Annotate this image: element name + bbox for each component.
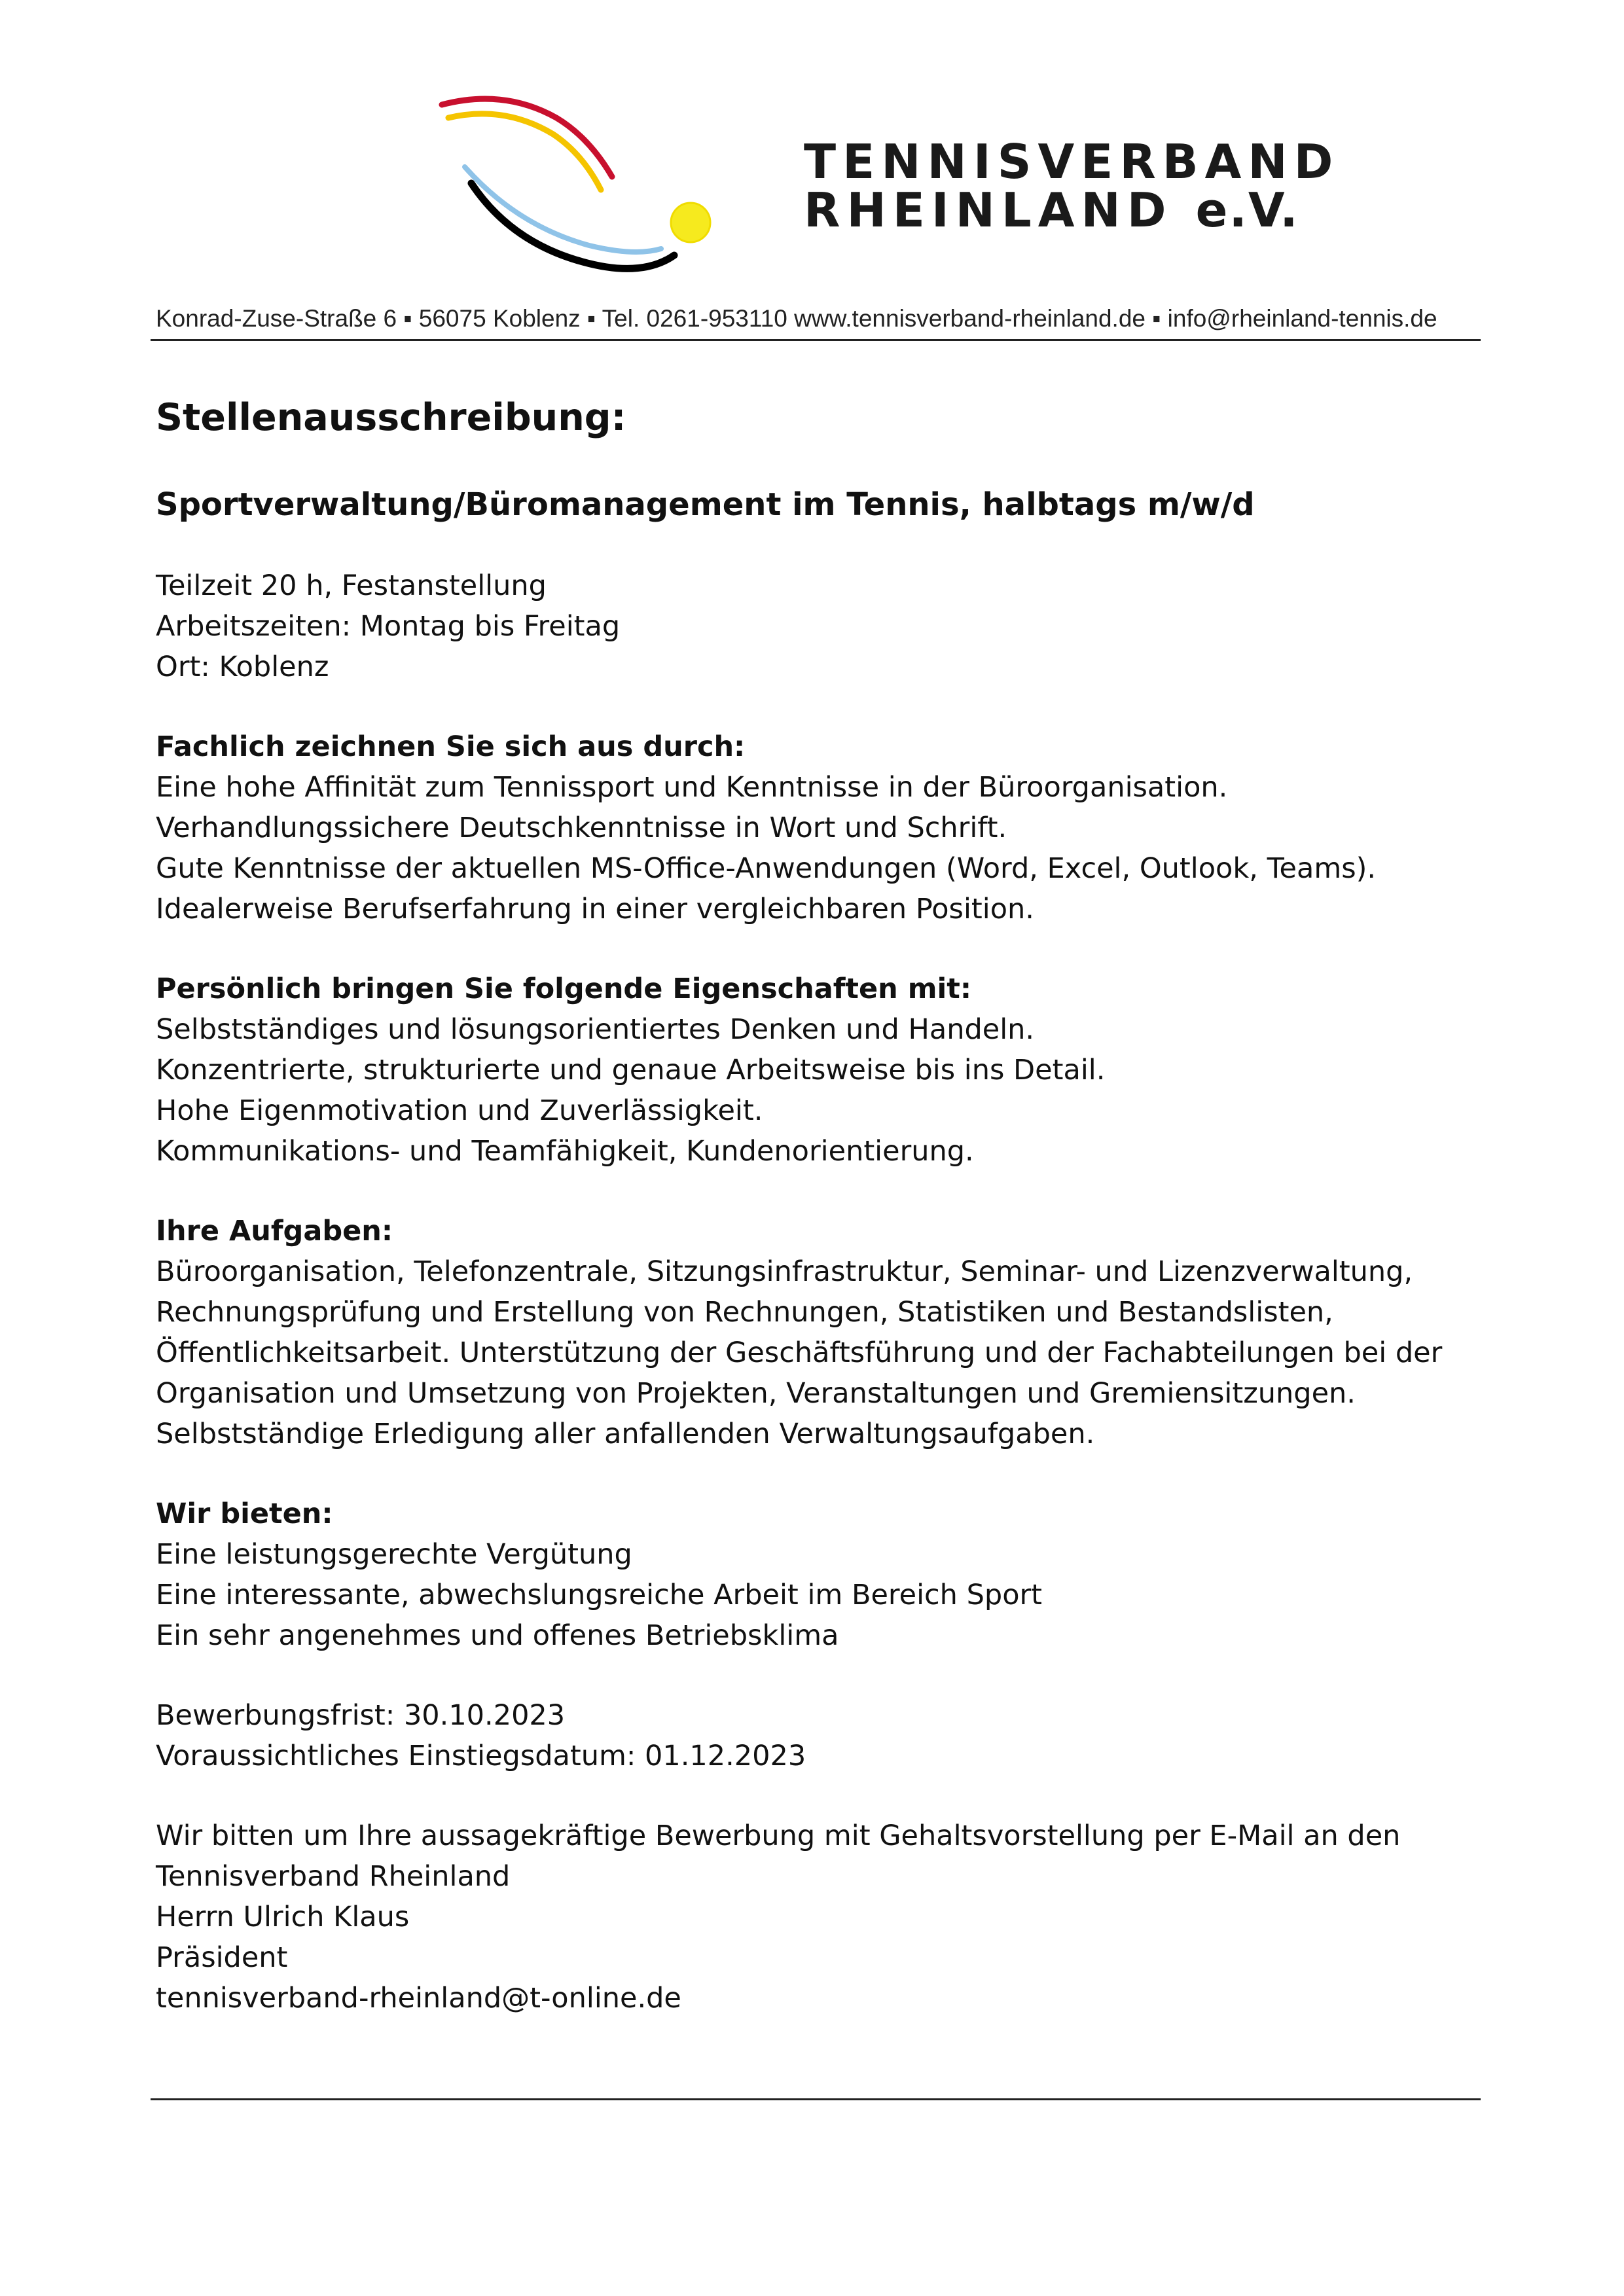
section-line: Verhandlungssichere Deutschkenntnisse in Wort und Schrift. bbox=[156, 812, 1007, 844]
document-body bbox=[156, 391, 1478, 2018]
org-name-rheinland: RHEINLAND bbox=[804, 183, 1173, 238]
section-line: Organisation und Umsetzung von Projekten, Veranstaltungen und Gremiensitzungen. bbox=[156, 1377, 1356, 1410]
section-line: Eine hohe Affinität zum Tennissport und Kenntnisse in der Büroorganisation. bbox=[156, 771, 1228, 804]
section-personal bbox=[156, 969, 1478, 1172]
contact-block bbox=[156, 1816, 1478, 2018]
contact-line: Tennisverband Rheinland bbox=[156, 1860, 511, 1893]
tennis-ball-icon bbox=[671, 203, 710, 242]
detail-line: Ort: Koblenz bbox=[156, 651, 329, 683]
section-line: Hohe Eigenmotivation und Zuverlässigkeit. bbox=[156, 1094, 763, 1127]
section-line: Öffentlichkeitsarbeit. Unterstützung der Geschäftsführung und der Fachabteilungen bei der bbox=[156, 1336, 1443, 1369]
contact-line: Wir bitten um Ihre aussagekräftige Bewerbung mit Gehaltsvorstellung per E-Mail an den bbox=[156, 1820, 1401, 1852]
logo-yellow-swoosh bbox=[448, 114, 601, 190]
section-line: Ein sehr angenehmes und offenes Betriebsklima bbox=[156, 1619, 839, 1652]
section-line: Büroorganisation, Telefonzentrale, Sitzungsinfrastruktur, Seminar- und Lizenzverwaltung, bbox=[156, 1255, 1413, 1288]
start-date: Voraussichtliches Einstiegsdatum: 01.12.2023 bbox=[156, 1740, 806, 1772]
section-title: Wir bieten: bbox=[156, 1498, 333, 1530]
page-title: Stellenausschreibung: bbox=[156, 396, 626, 439]
application-deadline: Bewerbungsfrist: 30.10.2023 bbox=[156, 1699, 566, 1732]
footer-divider bbox=[151, 2098, 1481, 2100]
section-line: Eine leistungsgerechte Vergütung bbox=[156, 1538, 632, 1571]
section-title: Fachlich zeichnen Sie sich aus durch: bbox=[156, 730, 746, 763]
section-tasks bbox=[156, 1211, 1478, 1454]
detail-line: Arbeitszeiten: Montag bis Freitag bbox=[156, 610, 621, 643]
detail-line: Teilzeit 20 h, Festanstellung bbox=[156, 569, 547, 602]
section-title: Ihre Aufgaben: bbox=[156, 1215, 393, 1247]
section-line: Eine interessante, abwechslungsreiche Arbeit im Bereich Sport bbox=[156, 1579, 1043, 1611]
section-qualifications bbox=[156, 726, 1478, 929]
dates-block bbox=[156, 1695, 1478, 1776]
header-divider bbox=[151, 339, 1481, 341]
contact-line: Herrn Ulrich Klaus bbox=[156, 1901, 410, 1933]
section-title: Persönlich bringen Sie folgende Eigenschaften mit: bbox=[156, 973, 972, 1005]
section-line: Kommunikations- und Teamfähigkeit, Kundenorientierung. bbox=[156, 1135, 974, 1168]
tennis-logo-icon bbox=[425, 92, 766, 288]
address-line: Konrad-Zuse-Straße 6 ▪ 56075 Koblenz ▪ Tel. 0261-953110 www.tennisverband-rheinland.de ▪ info@rheinland-tennis.de bbox=[156, 305, 1437, 332]
contact-line: Präsident bbox=[156, 1941, 288, 1974]
org-name-line-2 bbox=[804, 183, 1339, 238]
logo-black-swoosh bbox=[471, 183, 674, 268]
section-offer bbox=[156, 1494, 1478, 1656]
section-line: Idealerweise Berufserfahrung in einer vergleichbaren Position. bbox=[156, 893, 1034, 925]
job-details bbox=[156, 565, 1478, 687]
section-line: Konzentrierte, strukturierte und genaue Arbeitsweise bis ins Detail. bbox=[156, 1054, 1106, 1086]
section-line: Selbstständiges und lösungsorientiertes Denken und Handeln. bbox=[156, 1013, 1035, 1046]
contact-email: tennisverband-rheinland@t-online.de bbox=[156, 1982, 681, 2015]
org-name-line-1: TENNISVERBAND bbox=[804, 134, 1340, 189]
section-line: Rechnungsprüfung und Erstellung von Rechnungen, Statistiken und Bestandslisten, bbox=[156, 1296, 1333, 1329]
organization-name bbox=[804, 134, 1340, 238]
job-title: Sportverwaltung/Büromanagement im Tennis, halbtags m/w/d bbox=[156, 486, 1255, 523]
section-line: Selbstständige Erledigung aller anfallenden Verwaltungsaufgaben. bbox=[156, 1418, 1095, 1450]
section-line: Gute Kenntnisse der aktuellen MS-Office-Anwendungen (Word, Excel, Outlook, Teams). bbox=[156, 852, 1377, 885]
org-name-suffix: e.V. bbox=[1195, 183, 1299, 238]
